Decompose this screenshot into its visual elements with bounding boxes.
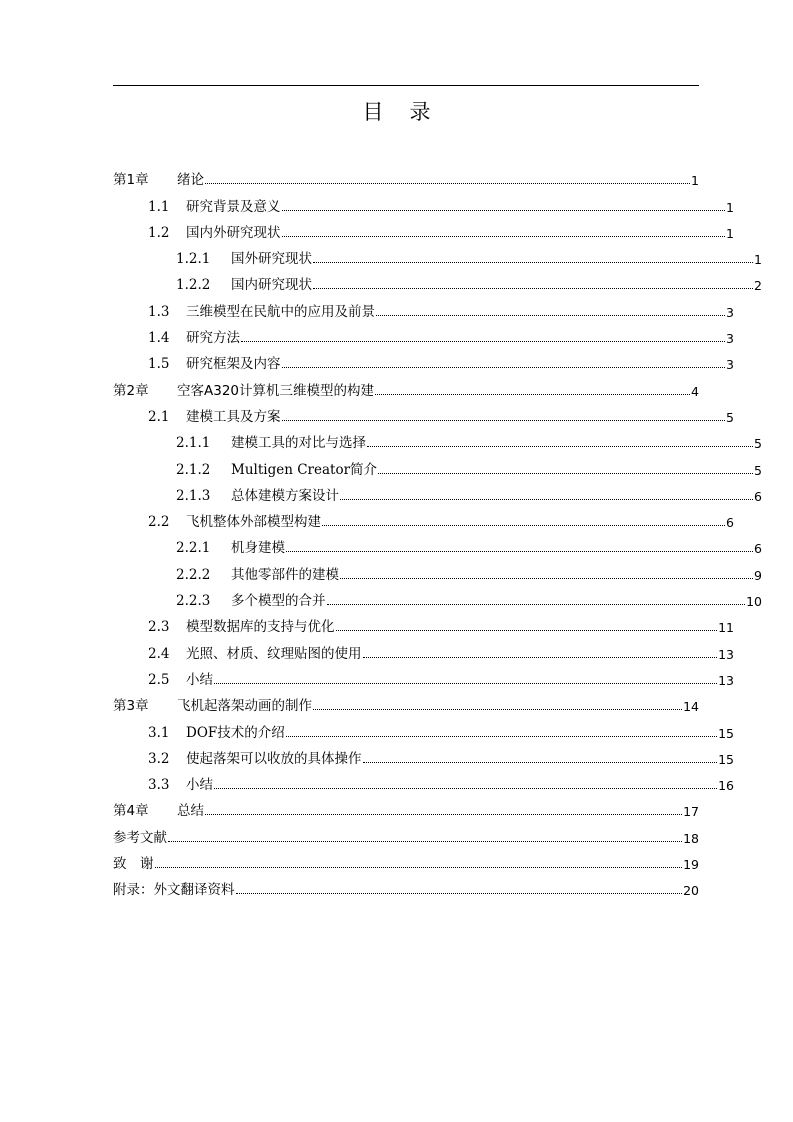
toc-entry[interactable] bbox=[113, 821, 699, 847]
toc-entry[interactable] bbox=[113, 295, 734, 321]
dot-leader bbox=[313, 709, 682, 710]
toc-entry[interactable] bbox=[113, 427, 762, 453]
toc-entry[interactable] bbox=[113, 190, 734, 216]
toc-entry-page-number: 2 bbox=[754, 278, 762, 294]
toc-entry[interactable] bbox=[113, 164, 699, 190]
toc-entry-label: 建模工具的对比与选择 bbox=[231, 435, 366, 452]
dot-leader bbox=[282, 236, 726, 237]
toc-entry[interactable] bbox=[113, 480, 762, 506]
toc-entry[interactable] bbox=[113, 690, 699, 716]
toc-entry-page-number: 5 bbox=[726, 409, 734, 425]
header-rule bbox=[113, 85, 699, 86]
toc-entry-label: 国内研究现状 bbox=[231, 277, 312, 294]
toc-entry-number: 2.1.2 bbox=[176, 461, 211, 478]
toc-entry[interactable] bbox=[113, 374, 699, 400]
toc-entry-label: 多个模型的合并 bbox=[231, 593, 326, 610]
toc-entry-page-number: 1 bbox=[726, 225, 734, 241]
dot-leader bbox=[378, 473, 753, 474]
toc-entry-page-number: 11 bbox=[718, 620, 734, 636]
dot-leader bbox=[155, 867, 683, 868]
toc-entry-number: 2.4 bbox=[148, 645, 170, 662]
toc-entry-label: 光照、材质、纹理贴图的使用 bbox=[186, 645, 362, 662]
toc-entry[interactable] bbox=[113, 217, 734, 243]
dot-leader bbox=[205, 183, 690, 184]
dot-leader bbox=[313, 288, 753, 289]
toc-entry[interactable] bbox=[113, 322, 734, 348]
toc-entry[interactable] bbox=[113, 769, 734, 795]
toc-entry-label: 总结 bbox=[177, 803, 204, 820]
toc-entry-number: 2.2 bbox=[148, 514, 170, 531]
toc-entry-number: 2.5 bbox=[148, 671, 170, 688]
toc-entry-label: 使起落架可以收放的具体操作 bbox=[186, 750, 362, 767]
toc-entry-number: 3.2 bbox=[148, 750, 170, 767]
toc-title: 目录 bbox=[362, 100, 457, 124]
dot-leader bbox=[205, 814, 682, 815]
toc-entry-number: 2.2.2 bbox=[176, 566, 211, 583]
toc-entry-label: 研究背景及意义 bbox=[186, 198, 281, 215]
toc-entry-label: 研究方法 bbox=[186, 330, 240, 347]
toc-entry-label: 小结 bbox=[186, 671, 213, 688]
toc-entry[interactable] bbox=[113, 664, 734, 690]
toc-entry[interactable] bbox=[113, 348, 734, 374]
toc-entry-number: 2.1.3 bbox=[176, 487, 211, 504]
dot-leader bbox=[375, 394, 690, 395]
toc-entry-page-number: 10 bbox=[746, 594, 762, 610]
toc-entry-number: 3.1 bbox=[148, 724, 170, 741]
toc-entry[interactable] bbox=[113, 269, 762, 295]
toc-entry-label: 模型数据库的支持与优化 bbox=[186, 619, 335, 636]
dot-leader bbox=[282, 367, 726, 368]
toc-entry[interactable] bbox=[113, 611, 734, 637]
toc-entry[interactable] bbox=[113, 243, 762, 269]
toc-entry-label: 国内外研究现状 bbox=[186, 224, 281, 241]
toc-entry-label: 参考文献 bbox=[113, 829, 167, 846]
toc-entry[interactable] bbox=[113, 743, 734, 769]
toc-entry-number: 1.2 bbox=[148, 224, 170, 241]
toc-entry-page-number: 3 bbox=[726, 357, 734, 373]
toc-entry-number: 2.2.1 bbox=[176, 540, 211, 557]
dot-leader bbox=[363, 657, 718, 658]
toc-entry-number: 2.2.3 bbox=[176, 593, 211, 610]
toc-entry-number: 2.3 bbox=[148, 619, 170, 636]
toc-entry-number: 1.1 bbox=[148, 198, 170, 215]
toc-entry-page-number: 3 bbox=[726, 304, 734, 320]
toc-entry-number: 1.2.1 bbox=[176, 251, 211, 268]
toc-entry-page-number: 1 bbox=[754, 252, 762, 268]
dot-leader bbox=[282, 420, 726, 421]
table-of-contents bbox=[113, 164, 762, 900]
toc-entry[interactable] bbox=[113, 874, 699, 900]
toc-entry-label: 三维模型在民航中的应用及前景 bbox=[186, 303, 375, 320]
dot-leader bbox=[236, 893, 683, 894]
toc-entry[interactable] bbox=[113, 585, 762, 611]
toc-entry-page-number: 14 bbox=[683, 699, 699, 715]
toc-entry-page-number: 16 bbox=[718, 778, 734, 794]
toc-entry[interactable] bbox=[113, 532, 762, 558]
toc-entry-page-number: 9 bbox=[754, 567, 762, 583]
dot-leader bbox=[327, 604, 746, 605]
dot-leader bbox=[376, 315, 725, 316]
toc-entry-label: DOF技术的介绍 bbox=[186, 724, 285, 741]
toc-entry-label: 附录：外文翻译资料 bbox=[113, 882, 235, 899]
toc-entry-number: 2.1.1 bbox=[176, 435, 211, 452]
toc-entry-label: 国外研究现状 bbox=[231, 251, 312, 268]
toc-entry-number: 第2章 bbox=[113, 382, 149, 399]
toc-entry-label: 总体建模方案设计 bbox=[231, 487, 339, 504]
toc-entry-page-number: 5 bbox=[754, 436, 762, 452]
toc-entry-label: 飞机整体外部模型构建 bbox=[186, 514, 321, 531]
toc-entry-page-number: 13 bbox=[718, 646, 734, 662]
toc-entry-label: 其他零部件的建模 bbox=[231, 566, 339, 583]
toc-entry-page-number: 13 bbox=[718, 672, 734, 688]
toc-entry-page-number: 15 bbox=[718, 751, 734, 767]
dot-leader bbox=[286, 736, 717, 737]
toc-entry[interactable] bbox=[113, 506, 734, 532]
dot-leader bbox=[322, 525, 725, 526]
toc-entry-label: 飞机起落架动画的制作 bbox=[177, 698, 312, 715]
toc-entry-label: 空客A320计算机三维模型的构建 bbox=[177, 382, 375, 399]
toc-entry-label: 机身建模 bbox=[231, 540, 285, 557]
toc-entry-number: 第4章 bbox=[113, 803, 149, 820]
toc-entry-number: 1.2.2 bbox=[176, 277, 211, 294]
toc-entry-page-number: 17 bbox=[683, 804, 699, 820]
dot-leader bbox=[282, 210, 726, 211]
toc-entry-page-number: 15 bbox=[718, 725, 734, 741]
toc-entry-page-number: 5 bbox=[754, 462, 762, 478]
toc-entry-page-number: 20 bbox=[683, 883, 699, 899]
toc-entry[interactable] bbox=[113, 558, 762, 584]
dot-leader bbox=[340, 499, 753, 500]
toc-entry-page-number: 6 bbox=[754, 488, 762, 504]
toc-entry-number: 1.3 bbox=[148, 303, 170, 320]
toc-entry[interactable] bbox=[113, 848, 699, 874]
dot-leader bbox=[340, 578, 753, 579]
toc-entry-page-number: 3 bbox=[726, 331, 734, 347]
toc-entry-label: Multigen Creator简介 bbox=[231, 461, 378, 478]
toc-entry-page-number: 6 bbox=[754, 541, 762, 557]
toc-entry-number: 第3章 bbox=[113, 698, 149, 715]
toc-entry[interactable] bbox=[113, 637, 734, 663]
toc-entry[interactable] bbox=[113, 401, 734, 427]
toc-entry-number: 1.5 bbox=[148, 356, 170, 373]
dot-leader bbox=[313, 262, 753, 263]
toc-entry-label: 研究框架及内容 bbox=[186, 356, 281, 373]
toc-entry-page-number: 6 bbox=[726, 515, 734, 531]
toc-entry-label: 小结 bbox=[186, 777, 213, 794]
dot-leader bbox=[367, 446, 753, 447]
toc-entry-label: 绪论 bbox=[177, 172, 204, 189]
toc-entry-page-number: 1 bbox=[691, 173, 699, 189]
toc-entry[interactable] bbox=[113, 795, 699, 821]
dot-leader bbox=[286, 551, 753, 552]
toc-entry[interactable] bbox=[113, 716, 734, 742]
toc-entry-label: 建模工具及方案 bbox=[186, 408, 281, 425]
toc-entry-number: 3.3 bbox=[148, 777, 170, 794]
toc-entry-page-number: 18 bbox=[683, 830, 699, 846]
toc-entry-page-number: 4 bbox=[691, 383, 699, 399]
dot-leader bbox=[241, 341, 725, 342]
toc-entry-page-number: 19 bbox=[683, 857, 699, 873]
toc-entry-number: 2.1 bbox=[148, 408, 170, 425]
dot-leader bbox=[168, 841, 682, 842]
toc-entry-number: 1.4 bbox=[148, 330, 170, 347]
toc-entry-number: 第1章 bbox=[113, 172, 149, 189]
toc-entry-label: 致 谢 bbox=[113, 856, 154, 873]
dot-leader bbox=[214, 788, 717, 789]
dot-leader bbox=[336, 630, 718, 631]
toc-entry[interactable] bbox=[113, 453, 762, 479]
toc-entry-page-number: 1 bbox=[726, 199, 734, 215]
dot-leader bbox=[214, 683, 717, 684]
dot-leader bbox=[363, 762, 718, 763]
